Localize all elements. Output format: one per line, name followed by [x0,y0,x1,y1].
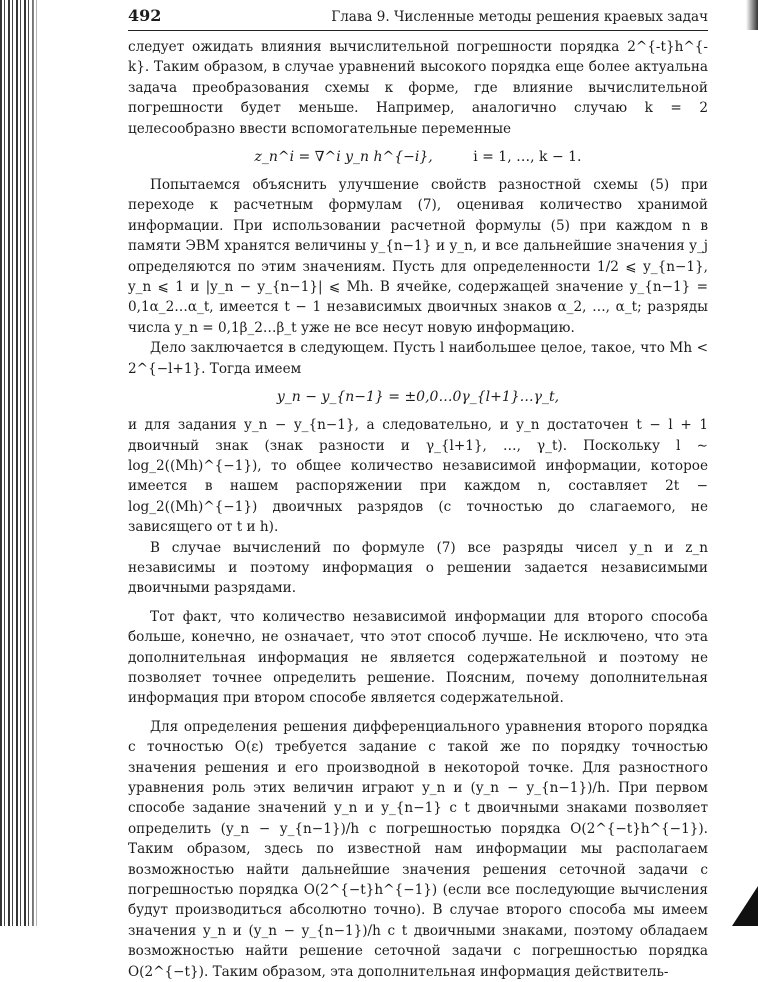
paragraph-3: Дело заключается в следующем. Пусть l наибольшее целое, такое, что Mh < 2^{−l+1}. Тогда имеем [128,340,708,377]
formula-difference [128,379,708,415]
body-text [128,37,708,982]
paragraph-4: и для задания y_n − y_{n−1}, а следовательно, и y_n достаточен t − l + 1 двоичный знак (знак разности и γ_{l+1}, …, γ_t). Поскольку l ∼ log_2((Mh)^{−1}), то общее количество независимой информации, которое имеется в нашем распоряжении при каждом n, составляет 2t − log_2((Mh)^{−1}) двоичных разрядов (с точностью до слагаемого, не зависящего от t и h). [128,417,708,536]
scan-edge-fade [28,0,42,926]
formula-1-expression: z_n^i = ∇^i y_n h^{−i}, [254,149,433,166]
scan-corner-bottom [732,886,758,926]
paragraph-6: Тот факт, что количество независимой информации для второго способа больше, конечно, не означает, что этот способ лучше. Не исключено, что эта дополнительная информация не является содержательной и поэтому не позволяет точнее определить решение. Поясним, почему дополнительная информация при втором способе является содержательной. [128,608,708,707]
formula-2-expression: y_n − y_{n−1} = ±0,0…0γ_{l+1}…γ_t, [276,389,560,406]
paragraph-7: Для определения решения дифференциального уравнения второго порядка с точностью O(ε) требуется задание с такой же по порядку точностью значения решения и его производной в некоторой точке. Для разностного уравнения роль этих величин играют y_n и (y_n − y_{n−1})/h. При первом способе задание значений y_n и y_{n−1} с t двоичными знаками позволяет определить (y_n − y_{n−1})/h с погрешностью порядка O(2^{−t}h^{−1}). Таким образом, здесь по известной нам информации мы располагаем возможностью найти дальнейшие значения решения сеточной задачи с погрешностью порядка O(2^{−t}h^{−1}) (если все последующие вычисления будут производиться абсолютно точно). В случае второго способа мы имеем значения y_n и (y_n − y_{n−1})/h с t двоичными знаками, поэтому обладаем возможностью найти решение сеточной задачи с погрешностью порядка O(2^{−t}). Таким образом, эта дополнительная информация действитель- [128,718,708,980]
page-header [128,6,708,31]
formula-1-range: i = 1, …, k − 1. [473,149,582,166]
paragraph-2: Попытаемся объяснить улучшение свойств разностной схемы (5) при переходе к расчетным формулам (7), оценивая количество хранимой информации. При использовании расчетной формулы (5) при каждом n в памяти ЭВМ хранятся величины y_{n−1} и y_n, и все дальнейшие значения y_j определяются по этим значениям. Пусть для определенности 1/2 ⩽ y_{n−1}, y_n ⩽ 1 и |y_n − y_{n−1}| ⩽ Mh. В ячейке, содержащей значение y_{n−1} = 0,1α_2…α_t, имеется t − 1 независимых двоичных знаков α_2, …, α_t; разряды числа y_n = 0,1β_2…β_t уже не все несут новую информацию. [128,177,708,336]
page-number: 492 [128,6,162,25]
formula-auxiliary-variables [128,139,708,175]
book-page [128,6,708,982]
scan-corner-top [746,0,758,30]
paragraph-1: следует ожидать влияния вычислительной погрешности порядка 2^{-t}h^{-k}. Таким образом, в случае уравнений высокого порядка еще более актуальна задача преобразования схемы к форме, где влияние вычислительной погрешности будет меньше. Например, аналогично случаю k = 2 целесообразно ввести вспомогательные переменные [128,39,708,137]
paragraph-5: В случае вычислений по формуле (7) все разряды чисел y_n и z_n независимы и поэтому информация о решении задается независимыми двоичными разрядами. [128,539,708,597]
running-title: Глава 9. Численные методы решения краевых задач [331,9,708,25]
